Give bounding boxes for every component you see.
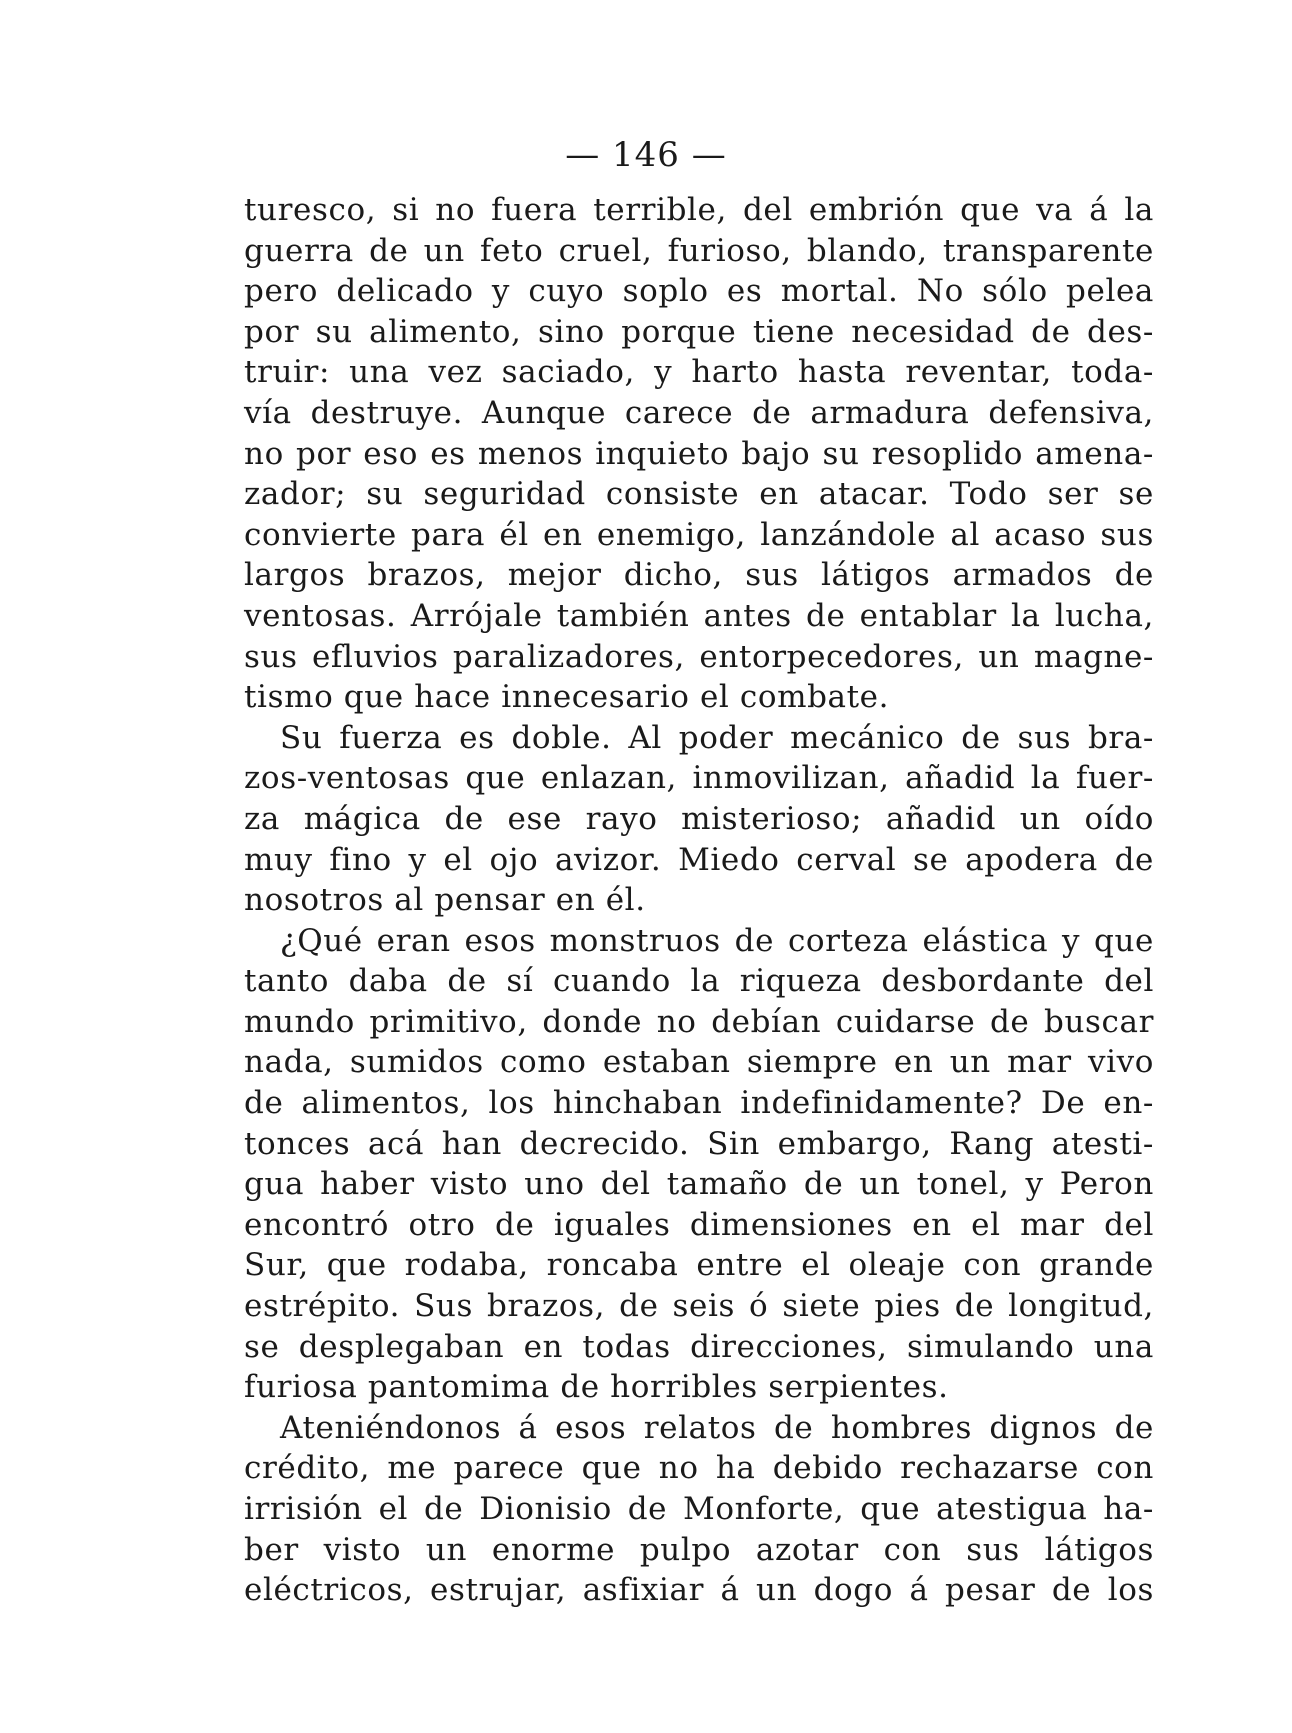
text-line: pero delicado y cuyo soplo es mortal. No sólo pelea <box>244 273 1154 310</box>
text-line: furiosa pantomima de horribles serpientes. <box>244 1369 949 1406</box>
text-line: nosotros al pensar en él. <box>244 882 646 919</box>
text-line: no por eso es menos inquieto bajo su resoplido amena- <box>244 435 1154 472</box>
body-text <box>244 190 1154 1611</box>
text-line: ventosas. Arrójale también antes de entablar la lucha, <box>244 597 1154 634</box>
text-line: encontró otro de iguales dimensiones en el mar del <box>244 1206 1154 1243</box>
text-line: Ateniéndonos á esos relatos de hombres dignos de <box>280 1409 1154 1446</box>
text-line: largos brazos, mejor dicho, sus látigos armados de <box>244 557 1154 594</box>
text-line: mundo primitivo, donde no debían cuidarse de buscar <box>244 1003 1154 1040</box>
text-line: truir: una vez saciado, y harto hasta reventar, toda- <box>244 354 1154 391</box>
text-line: convierte para él en enemigo, lanzándole al acaso sus <box>244 516 1154 553</box>
text-line: tismo que hace innecesario el combate. <box>244 679 890 716</box>
text-line: Su fuerza es doble. Al poder mecánico de sus bra- <box>280 719 1154 756</box>
text-line: crédito, me parece que no ha debido rechazarse con <box>244 1450 1154 1487</box>
text-line: ¿Qué eran esos monstruos de corteza elástica y que <box>280 922 1154 959</box>
text-line: irrisión el de Dionisio de Monforte, que atestigua ha- <box>244 1491 1154 1527</box>
page-number: — 146 — <box>565 135 727 175</box>
text-line: por su alimento, sino porque tiene necesidad de des- <box>244 313 1154 350</box>
text-line: nada, sumidos como estaban siempre en un mar vivo <box>244 1044 1154 1081</box>
text-line: ber visto un enorme pulpo azotar con sus látigos <box>244 1531 1154 1568</box>
text-line: tanto daba de sí cuando la riqueza desbordante del <box>244 963 1154 1000</box>
text-line: tonces acá han decrecido. Sin embargo, Rang atesti- <box>244 1125 1154 1162</box>
text-line: se desplegaban en todas direcciones, simulando una <box>244 1328 1154 1365</box>
text-line: zos-ventosas que enlazan, inmovilizan, añadid la fuer- <box>244 760 1154 797</box>
text-line: guerra de un feto cruel, furioso, blando, transparente <box>244 232 1154 269</box>
text-line: sus efluvios paralizadores, entorpecedores, un magne- <box>244 638 1154 675</box>
text-line: gua haber visto uno del tamaño de un tonel, y Peron <box>244 1166 1154 1203</box>
text-line: Sur, que rodaba, roncaba entre el oleaje con grande <box>244 1247 1154 1284</box>
text-line: de alimentos, los hinchaban indefinidamente? De en- <box>244 1085 1154 1122</box>
text-line: eléctricos, estrujar, asfixiar á un dogo á pesar de los <box>244 1572 1154 1609</box>
text-line: estrépito. Sus brazos, de seis ó siete pies de longitud, <box>244 1288 1154 1325</box>
text-line: muy fino y el ojo avizor. Miedo cerval se apodera de <box>244 841 1154 878</box>
text-line: turesco, si no fuera terrible, del embrión que va á la <box>244 192 1154 228</box>
text-line: vía destruye. Aunque carece de armadura defensiva, <box>244 394 1154 431</box>
text-line: za mágica de ese rayo misterioso; añadid un oído <box>244 800 1154 837</box>
text-line: zador; su seguridad consiste en atacar. Todo ser se <box>244 476 1154 513</box>
